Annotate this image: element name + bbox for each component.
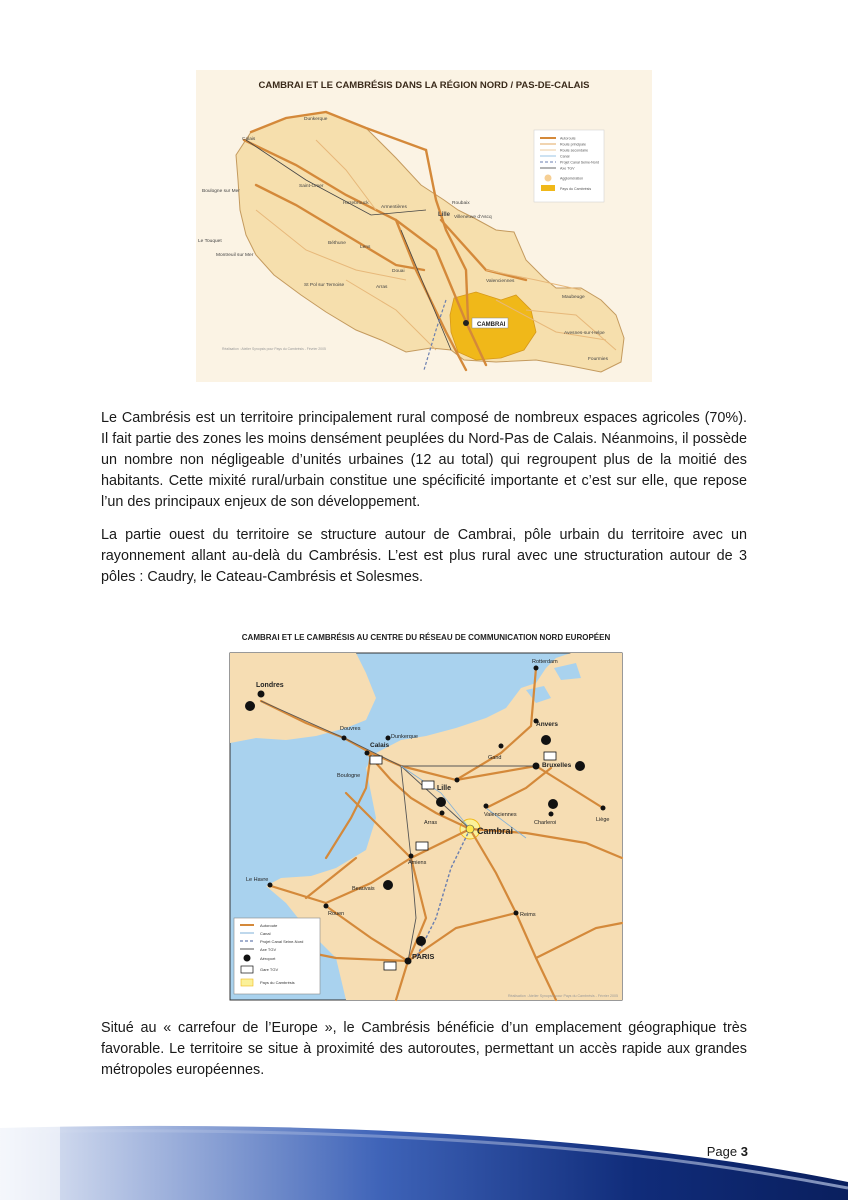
- city-label-calais: Calais: [370, 742, 390, 749]
- paragraph-carrefour-europe: Situé au « carrefour de l’Europe », le Cambrésis bénéficie d’un emplacement géographique très favorable. Le territoire se situe à proximité des autoroutes, permettant un accès rapide aux grandes métropoles européennes.: [101, 1020, 747, 1078]
- map1-credit: Réalisation : Atelier Synopsis pour Pays du Cambrésis - Février 2005: [222, 347, 326, 351]
- map1-legend-label: Projet Canal Seine-Nord: [560, 160, 599, 165]
- town-valenciennes: Valenciennes: [486, 279, 515, 284]
- paragraph-structure-territoire: La partie ouest du territoire se structure autour de Cambrai, pôle urbain du territoire avec un rayonnement allant au-delà du Cambrésis. L’est est plus rural avec une structuration autour de 3 pôles : Caudry, le Cateau-Cambrésis et Solesmes.: [101, 527, 747, 585]
- city-label-bruxelles: Bruxelles: [542, 762, 572, 769]
- map-reseau-communication: [226, 628, 626, 1003]
- map1-legend-label: Axe TGV: [560, 166, 575, 171]
- city-label-gand: Gand: [488, 755, 502, 761]
- map1-legend-label: Route principale: [560, 142, 586, 147]
- page-label: Page: [706, 1144, 738, 1159]
- city-label-rotterdam: Rotterdam: [532, 659, 558, 665]
- map2-legend: [234, 918, 320, 994]
- city-label-douvres: Douvres: [340, 726, 361, 732]
- map2-credit: Réalisation : Atelier Synopsis pour Pays du Cambrésis - Février 2005: [507, 994, 618, 998]
- town-maubeuge: Maubeuge: [562, 295, 585, 300]
- map-nord-pas-de-calais: [196, 70, 652, 382]
- city-label-paris: PARIS: [412, 952, 435, 961]
- city-label-arras: Arras: [424, 820, 438, 826]
- town-roubaix: Roubaix: [452, 201, 470, 206]
- map1-legend-label: Canal: [560, 154, 570, 159]
- town-villeneuve: Villeneuve d'Ascq: [454, 215, 492, 220]
- map1-legend-label: Route secondaire: [560, 148, 589, 153]
- city-label-dunkerque: Dunkerque: [391, 734, 418, 740]
- town-avesnes: Avesnes-sur-Helpe: [564, 331, 605, 336]
- town-bethune: Béthune: [328, 241, 346, 246]
- map2-legend-label: Aéroport: [260, 956, 276, 961]
- town-fourmies: Fourmies: [588, 357, 608, 362]
- map1-title: CAMBRAI ET LE CAMBRÉSIS DANS LA RÉGION NORD / PAS-DE-CALAIS: [258, 80, 590, 91]
- city-label-le-havre: Le Havre: [246, 877, 269, 883]
- paragraph-territoire-rural: Le Cambrésis est un territoire principalement rural composé de nombreux espaces agricoles (70%). Il fait partie des zones les moins densément peuplées du Nord-Pas de Calais. Néanmoins, il possède un nombre non négligeable d’unités urbaines (12 au total) qui regroupent plus de la moitié des habitants. Cette mixité rural/urbain constitue une spécificité importante et c’est sur elle, que repose l’un des principaux enjeux de son développement.: [101, 410, 747, 510]
- town-st-pol: St Pol sur Ternoise: [304, 283, 345, 288]
- town-boulogne: Boulogne sur Mer: [202, 189, 240, 194]
- map2-legend-label: Pays du Cambrésis: [260, 980, 295, 985]
- town-armentieres: Armentières: [381, 205, 407, 210]
- town-cambrai: CAMBRAI: [477, 322, 506, 328]
- town-le-touquet: Le Touquet: [198, 239, 222, 244]
- map1-legend-label: Autoroute: [560, 136, 576, 141]
- town-calais: Calais: [242, 137, 256, 142]
- footer-wave: [0, 1122, 848, 1200]
- town-lille: Lille: [438, 212, 451, 218]
- page-number: [707, 1144, 748, 1159]
- town-dunkerque: Dunkerque: [304, 117, 328, 122]
- map1-legend-label: Pays du Cambrésis: [560, 187, 592, 191]
- town-arras: Arras: [376, 285, 388, 290]
- city-label-beauvais: Beauvais: [352, 886, 375, 892]
- city-label-lille: Lille: [437, 785, 452, 792]
- map2-legend-label: Canal: [260, 931, 271, 936]
- city-label-londres: Londres: [256, 682, 284, 689]
- city-label-liege: Liège: [596, 817, 610, 823]
- city-label-boulogne: Boulogne: [337, 773, 361, 779]
- map1-legend-label: Agglomération: [560, 176, 584, 181]
- map2-legend-label: Axe TGV: [260, 947, 277, 952]
- town-saint-omer: Saint-Omer: [299, 184, 324, 189]
- map2-legend-label: Projet Canal Seine-Nord: [260, 939, 304, 944]
- map2-legend-label: Gare TGV: [260, 967, 279, 972]
- town-douai: Douai: [392, 269, 405, 274]
- town-montreuil: Montreuil sur Mer: [216, 253, 254, 258]
- city-label-amiens: Amiens: [408, 860, 427, 866]
- town-lens: Lens: [360, 245, 371, 250]
- city-label-charleroi: Charleroi: [534, 820, 557, 826]
- city-label-anvers: Anvers: [536, 721, 559, 728]
- city-label-rouen: Rouen: [328, 911, 345, 917]
- map2-legend-label: Autoroute: [260, 923, 278, 928]
- city-label-valenciennes: Valenciennes: [484, 812, 517, 818]
- city-label-cambrai: Cambrai: [477, 826, 514, 836]
- page-number-value: 3: [740, 1144, 748, 1159]
- city-label-reims: Reims: [520, 912, 536, 918]
- map2-title: CAMBRAI ET LE CAMBRÉSIS AU CENTRE DU RÉSEAU DE COMMUNICATION NORD EUROPÉEN: [241, 633, 611, 642]
- town-hazebrouck: Hazebrouck: [343, 201, 369, 206]
- map1-legend: [534, 130, 604, 202]
